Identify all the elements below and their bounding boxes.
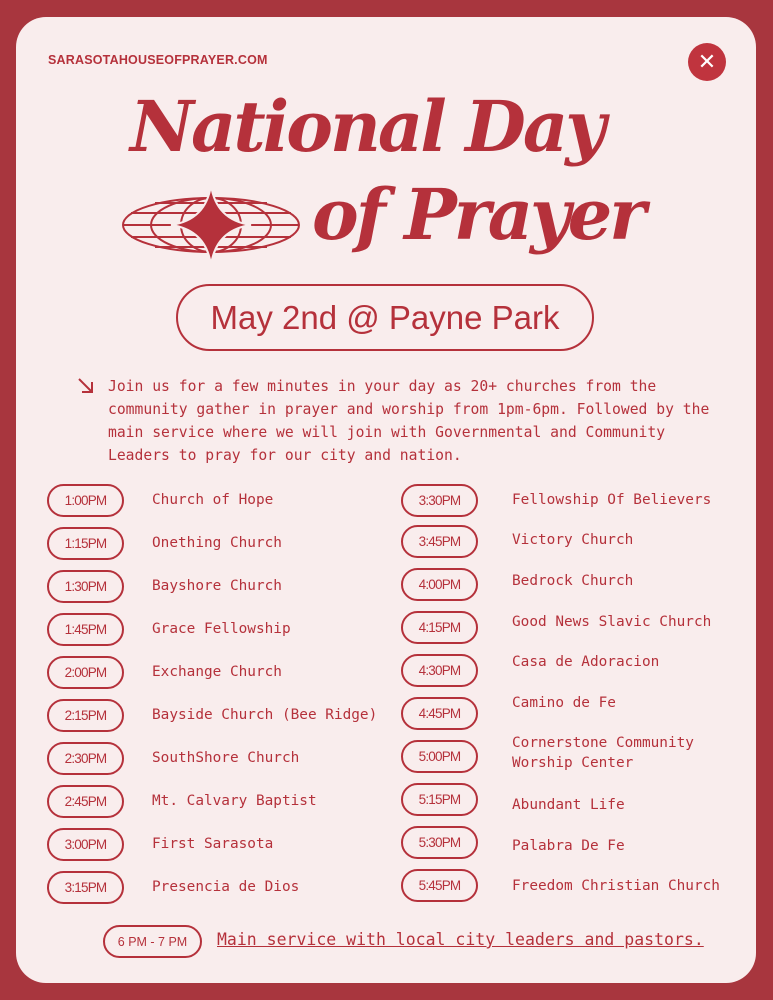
church-name: Victory Church (512, 532, 634, 548)
title-line-1: National Day (130, 85, 603, 168)
time-pill: 5:45PM (401, 869, 478, 902)
time-pill: 1:45PM (47, 613, 124, 646)
time-pill: 5:00PM (401, 740, 478, 773)
church-name: Camino de Fe (512, 695, 616, 711)
time-pill: 3:45PM (401, 525, 478, 558)
close-button[interactable] (688, 43, 726, 81)
time-pill: 4:00PM (401, 568, 478, 601)
time-pill: 2:15PM (47, 699, 124, 732)
globe-star-icon (120, 183, 302, 267)
time-pill: 2:00PM (47, 656, 124, 689)
time-pill: 3:15PM (47, 871, 124, 904)
title-line-2: of Prayer (312, 173, 644, 256)
time-pill: 1:30PM (47, 570, 124, 603)
time-pill: 4:45PM (401, 697, 478, 730)
close-icon: ✕ (697, 49, 717, 75)
church-name: Casa de Adoracion (512, 654, 660, 670)
time-pill: 2:45PM (47, 785, 124, 818)
church-name: Bedrock Church (512, 573, 634, 589)
time-pill: 3:30PM (401, 484, 478, 517)
church-name: Mt. Calvary Baptist (152, 793, 317, 809)
church-name: Cornerstone Community Worship Center (512, 735, 694, 771)
church-name: First Sarasota (152, 836, 274, 852)
church-name: Freedom Christian Church (512, 878, 720, 894)
date-location-pill: May 2nd @ Payne Park (176, 284, 594, 351)
main-service-time-pill: 6 PM - 7 PM (103, 925, 202, 958)
church-name: Fellowship Of Believers (512, 492, 712, 508)
time-pill: 3:00PM (47, 828, 124, 861)
church-name: Presencia de Dios (152, 879, 300, 895)
church-name: Church of Hope (152, 492, 274, 508)
church-name: Grace Fellowship (152, 621, 291, 637)
church-name: Exchange Church (152, 664, 282, 680)
time-pill: 1:00PM (47, 484, 124, 517)
time-pill: 5:15PM (401, 783, 478, 816)
time-pill: 2:30PM (47, 742, 124, 775)
church-name: Bayside Church (Bee Ridge) (152, 707, 378, 723)
time-pill: 4:30PM (401, 654, 478, 687)
church-name: Good News Slavic Church (512, 614, 712, 630)
church-name: Palabra De Fe (512, 838, 625, 854)
site-url[interactable]: SARASOTAHOUSEOFPRAYER.COM (48, 53, 268, 67)
main-service-link[interactable]: Main service with local city leaders and pastors. (217, 930, 704, 949)
arrow-down-right-icon (76, 376, 96, 396)
time-pill: 5:30PM (401, 826, 478, 859)
time-pill: 1:15PM (47, 527, 124, 560)
church-name: SouthShore Church (152, 750, 300, 766)
intro-text: Join us for a few minutes in your day as 20+ churches from the community gather in prayer and worship from 1pm-6pm. Followed by the main service where we will join with Governmental and Community Leaders to pray for our city and nation. (108, 378, 710, 464)
church-name: Onething Church (152, 535, 282, 551)
time-pill: 4:15PM (401, 611, 478, 644)
church-name: Bayshore Church (152, 578, 282, 594)
church-name: Abundant Life (512, 797, 625, 813)
